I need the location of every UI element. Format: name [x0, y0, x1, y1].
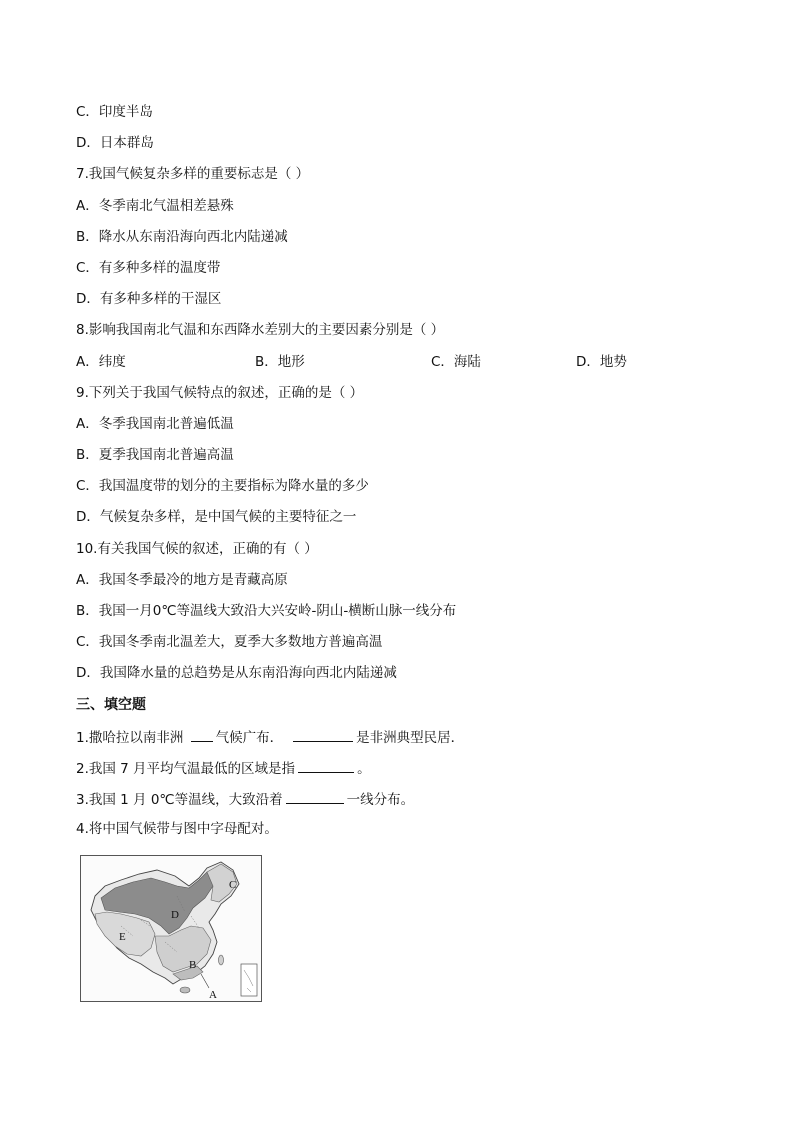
label-a-leader	[201, 974, 209, 988]
q7-option-d: D．有多种多样的干湿区	[76, 291, 222, 307]
fill1-blank-2[interactable]	[293, 727, 353, 742]
china-climate-map	[80, 855, 262, 1002]
fill2-text-2: 。	[357, 761, 371, 777]
fill2-blank[interactable]	[298, 758, 354, 773]
q8-stem: 8.影响我国南北气温和东西降水差别大的主要因素分别是（ ）	[76, 322, 445, 338]
fill2-line	[76, 758, 371, 778]
section-title-fill-in: 三、填空题	[76, 697, 146, 713]
q8-option-d: D．地势	[576, 354, 627, 370]
q10-option-b: B．我国一月0℃等温线大致沿大兴安岭-阴山-横断山脉一线分布	[76, 603, 457, 619]
fill1-text-2: 气候广布．	[215, 730, 284, 746]
fill1-blank-1[interactable]	[191, 727, 213, 742]
q7-option-a: A．冬季南北气温相差悬殊	[76, 198, 234, 214]
fill3-text-1: 3.我国 1 月 0℃等温线，大致沿着	[76, 792, 283, 808]
q10-option-c: C．我国冬季南北温差大，夏季大多数地方普遍高温	[76, 634, 383, 650]
q9-stem: 9.下列关于我国气候特点的叙述，正确的是（ ）	[76, 385, 364, 401]
q7-stem: 7.我国气候复杂多样的重要标志是（ ）	[76, 166, 310, 182]
map-label-b: B	[189, 959, 197, 971]
fill3-line	[76, 789, 414, 809]
hainan-island	[180, 987, 190, 993]
q6-option-d: D．日本群岛	[76, 135, 154, 151]
q9-option-b: B．夏季我国南北普遍高温	[76, 447, 234, 463]
fill1-line	[76, 727, 464, 747]
fill1-text-3: 是非洲典型民居．	[356, 730, 465, 746]
fill2-text-1: 2.我国 7 月平均气温最低的区域是指	[76, 761, 296, 777]
fill3-blank[interactable]	[286, 789, 344, 804]
q8-option-c: C．海陆	[431, 354, 481, 370]
q10-option-d: D．我国降水量的总趋势是从东南沿海向西北内陆递减	[76, 665, 397, 681]
taiwan-island	[219, 955, 224, 965]
fill3-text-2: 一线分布。	[346, 792, 415, 808]
fill4-stem: 4.将中国气候带与图中字母配对。	[76, 821, 278, 837]
fill1-text-1: 1.撒哈拉以南非洲	[76, 730, 188, 746]
q8-options-row	[76, 353, 716, 371]
map-label-c: C	[229, 879, 237, 891]
q10-stem: 10.有关我国气候的叙述，正确的有（ ）	[76, 541, 318, 557]
q6-option-c: C．印度半岛	[76, 104, 153, 120]
q7-option-c: C．有多种多样的温度带	[76, 260, 221, 276]
south-china-sea-inset	[241, 964, 257, 996]
q10-option-a: A．我国冬季最冷的地方是青藏高原	[76, 572, 288, 588]
map-label-a: A	[209, 989, 217, 1001]
q9-option-a: A．冬季我国南北普遍低温	[76, 416, 234, 432]
q8-option-b: B．地形	[255, 354, 305, 370]
q9-option-d: D．气候复杂多样，是中国气候的主要特征之一	[76, 509, 357, 525]
map-label-d: D	[171, 909, 179, 921]
map-label-e: E	[119, 931, 126, 943]
q9-option-c: C．我国温度带的划分的主要指标为降水量的多少	[76, 478, 369, 494]
q8-option-a: A．纬度	[76, 354, 126, 370]
china-map-graphic	[81, 856, 261, 1001]
q7-option-b: B．降水从东南沿海向西北内陆递减	[76, 229, 288, 245]
